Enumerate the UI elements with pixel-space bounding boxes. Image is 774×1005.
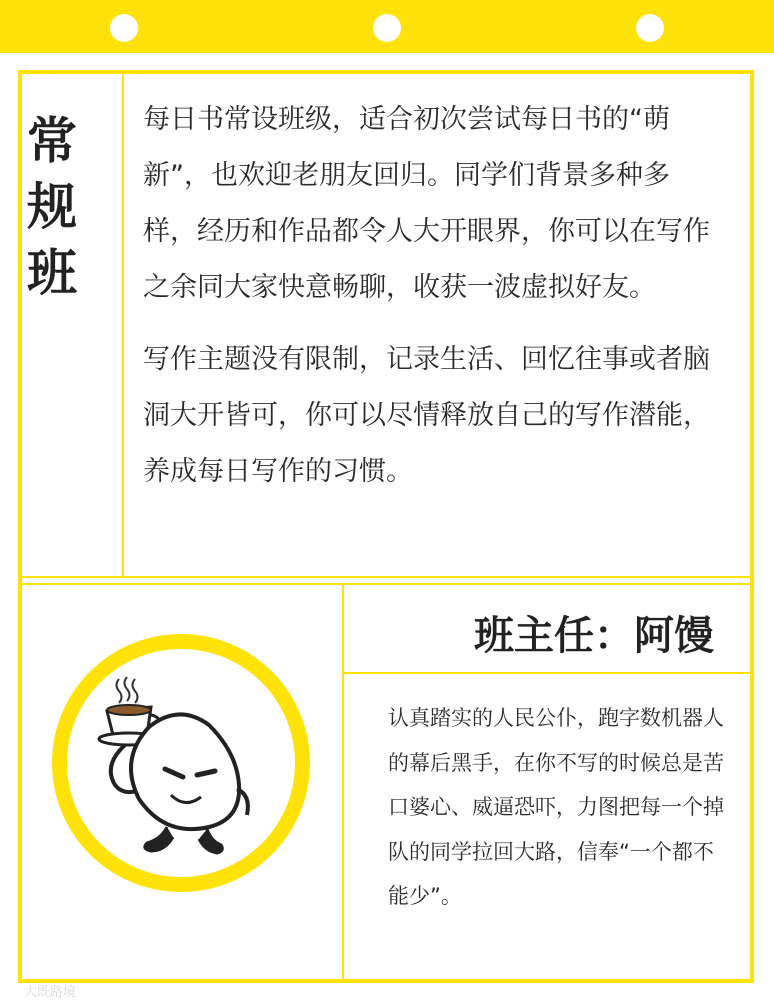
rice-ball-mascot-icon — [67, 649, 295, 877]
teacher-description: 认真踏实的人民公仆，跑字数机器人的幕后黑手，在你不写的时候总是苦口婆心、威逼恐吓，力图把每一个掉队的同学拉回大路，信奉“一个都不能少”。 — [388, 706, 724, 908]
section-divider-2 — [22, 583, 752, 585]
teacher-avatar — [52, 634, 310, 892]
class-name-char-3: 班 — [27, 243, 77, 302]
class-name-char-2: 规 — [27, 177, 77, 236]
teacher-title: 班主任：阿馒 — [474, 612, 714, 659]
class-intro — [143, 92, 723, 516]
teacher-title-divider — [344, 672, 752, 674]
intro-paragraph-1: 每日书常设班级，适合初次尝试每日书的“萌新”，也欢迎老朋友回归。同学们背景多种多样，经历和作品都令人大开眼界，你可以在写作之余同大家快意畅聊，收获一波虚拟好友。 — [143, 104, 710, 303]
class-name-char-1: 常 — [27, 111, 77, 170]
title-divider — [122, 74, 124, 578]
intro-paragraph-2: 写作主题没有限制，记录生活、回忆往事或者脑洞大开皆可，你可以尽情释放自己的写作潜能，养成每日写作的习惯。 — [143, 344, 710, 487]
watermark: 大既路境 — [24, 985, 77, 1000]
class-name-title — [22, 108, 82, 306]
section-divider-1 — [22, 576, 752, 578]
